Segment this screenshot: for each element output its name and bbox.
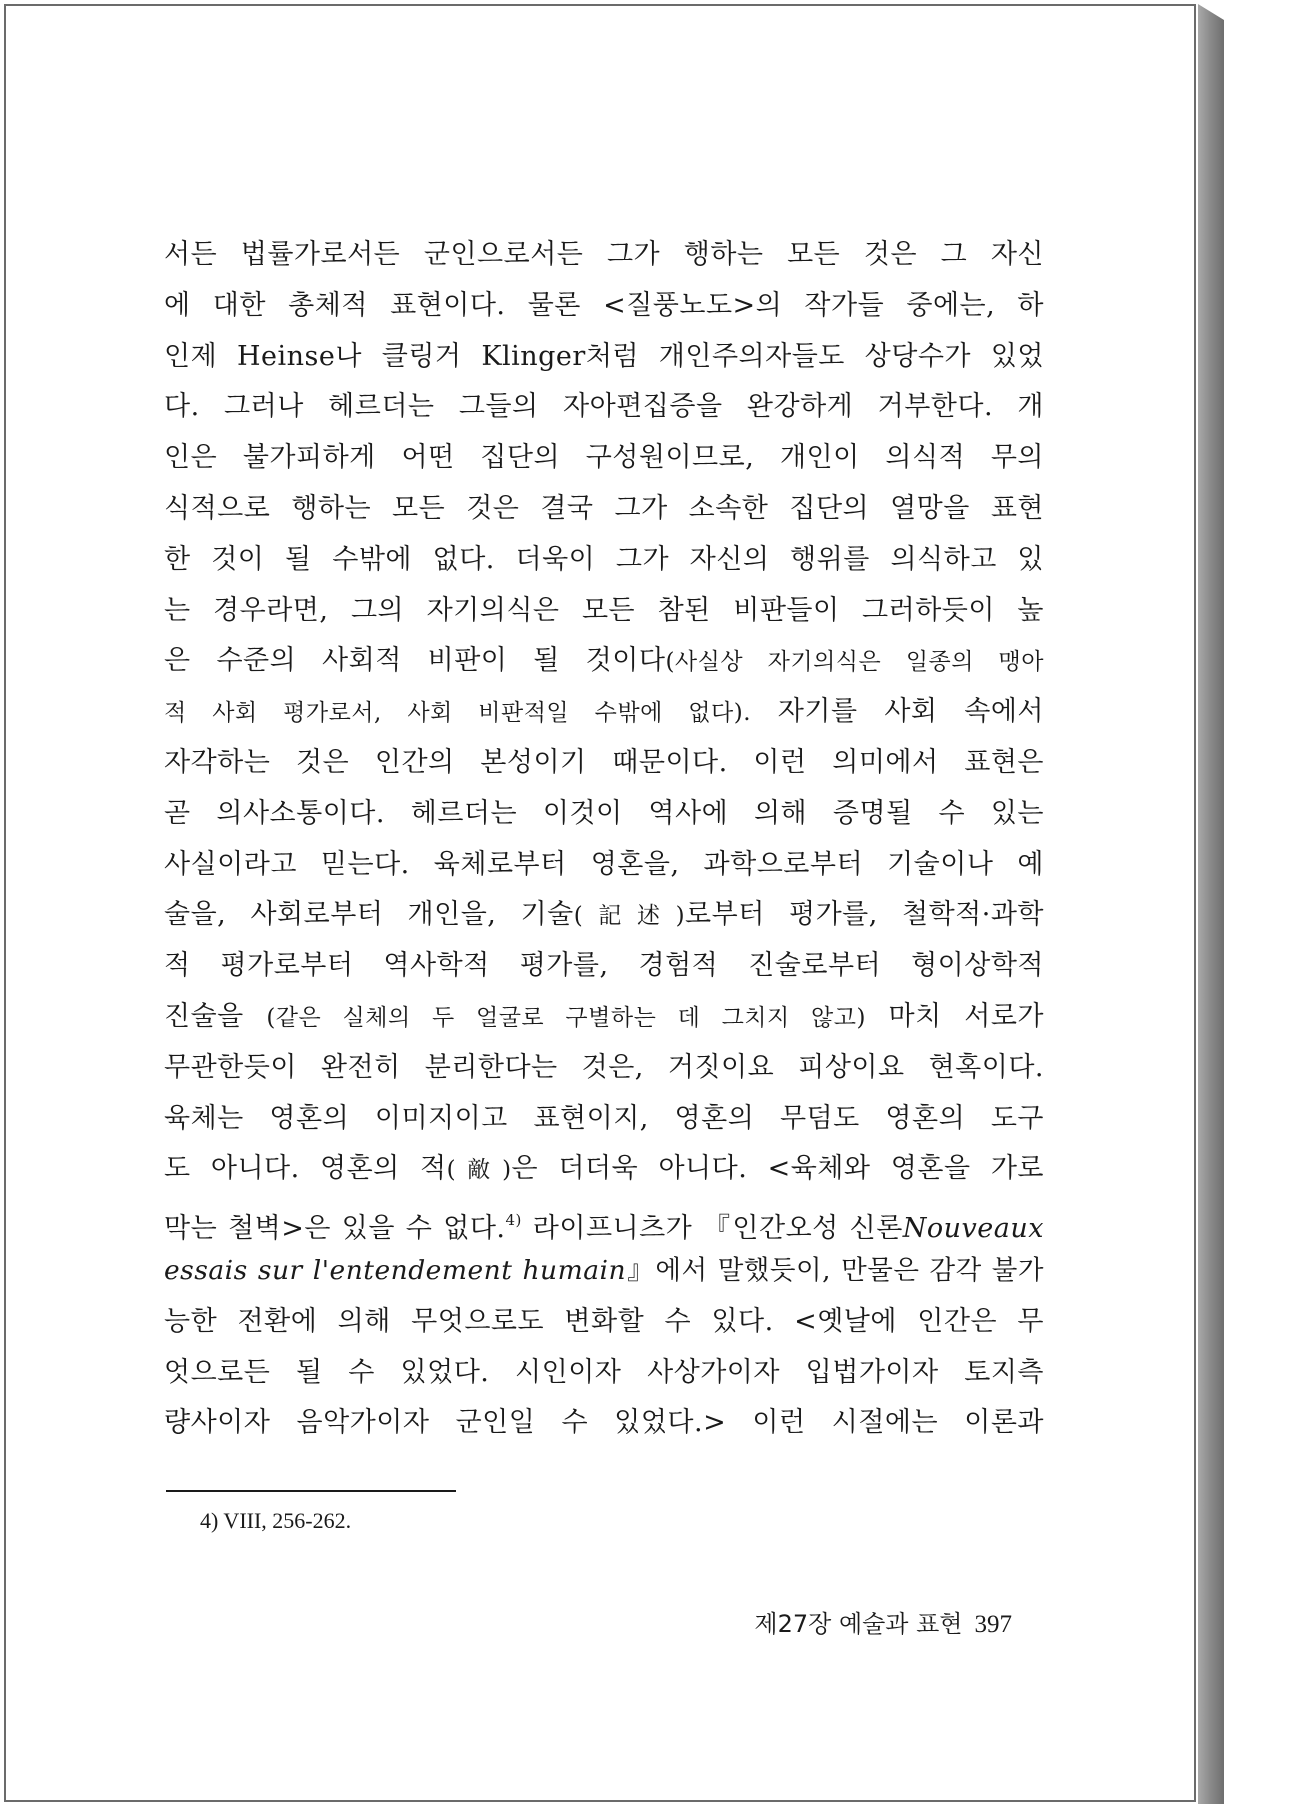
parenthetical-note: (같은 실체의 두 얼굴로 구별하는 데 그치지 않고) [266, 1004, 866, 1031]
text-line [164, 636, 1044, 687]
footnote-marker: 4) [505, 1211, 522, 1230]
body-text [164, 230, 1044, 1449]
text-run: 』에서 말했듯이, 만물은 감각 불가 [626, 1254, 1044, 1286]
text-line: 식적으로 행하는 모든 것은 결국 그가 소속한 집단의 열망을 표현 [164, 492, 1044, 524]
text-line: 엇으로든 될 수 있었다. 시인이자 사상가이자 입법가이자 토지측 [164, 1356, 1044, 1388]
text-line: 서든 법률가로서든 군인으로서든 그가 행하는 모든 것은 그 자신 [164, 239, 1044, 270]
parenthetical-note: (사실상 자기의식은 일종의 맹아 [665, 649, 1044, 676]
text-run: 술을, 사회로부터 개인을, 기술 [164, 899, 574, 931]
text-run: 로부터 평가를, 철학적·과학 [685, 899, 1045, 931]
text-run: 막는 철벽>은 있을 수 없다. [164, 1213, 506, 1245]
text-line: 능한 전환에 의해 무엇으로도 변화할 수 있다. <옛날에 인간은 무 [164, 1305, 1044, 1337]
text-line: 인제 Heinse나 클링거 Klinger처럼 개인주의자들도 상당수가 있었 [164, 340, 1044, 372]
text-line [164, 1246, 1044, 1297]
text-run: 라이프니츠가 『인간오성 신론 [521, 1213, 903, 1245]
text-line: 인은 불가피하게 어떤 집단의 구성원이므로, 개인이 의식적 무의 [164, 442, 1044, 474]
text-line: 육체는 영혼의 이미지이고 표현이지, 영혼의 무덤도 영혼의 도구 [164, 1102, 1044, 1134]
text-line: 사실이라고 믿는다. 육체로부터 영혼을, 과학으로부터 기술이나 예 [164, 848, 1044, 880]
text-line: 무관한듯이 완전히 분리한다는 것은, 거짓이요 피상이요 현혹이다. [164, 1051, 1044, 1083]
chapter-title: 제27장 예술과 표현 [754, 1610, 963, 1638]
text-line [164, 992, 1044, 1043]
text-line: 곧 의사소통이다. 헤르더는 이것이 역사에 의해 증명될 수 있는 [164, 797, 1044, 829]
text-line: 한 것이 될 수밖에 없다. 더욱이 그가 자신의 행위를 의식하고 있 [164, 543, 1044, 575]
text-run: 은 더더욱 아니다. <육체와 영혼을 가로 [511, 1153, 1044, 1185]
book-title: Nouveaux [902, 1213, 1044, 1245]
text-line [164, 890, 1044, 941]
text-run: 진술을 [164, 1000, 267, 1032]
text-line [164, 1144, 1044, 1195]
text-line: 자각하는 것은 인간의 본성이기 때문이다. 이런 의미에서 표현은 [164, 746, 1044, 778]
footnote-rule [166, 1490, 456, 1492]
text-line: 량사이자 음악가이자 군인일 수 있었다.> 이런 시절에는 이론과 [164, 1407, 1044, 1439]
text-line: 는 경우라면, 그의 자기의식은 모든 참된 비판들이 그러하듯이 높 [164, 594, 1044, 626]
book-title: essais sur l'entendement humain [164, 1254, 627, 1286]
footnote: 4) VIII, 256-262. [200, 1508, 352, 1533]
text-line: 에 대한 총체적 표현이다. 물론 <질풍노도>의 작가들 중에는, 하 [164, 289, 1044, 321]
text-line [164, 687, 1044, 738]
text-run: 은 수준의 사회적 비판이 될 것이다 [164, 645, 666, 677]
hanja-gloss: (記述) [573, 903, 686, 930]
parenthetical-note: 적 사회 평가로서, 사회 비판적일 수밖에 없다). [164, 700, 752, 727]
running-footer [726, 1604, 1012, 1639]
text-line: 적 평가로부터 역사학적 평가를, 경험적 진술로부터 형이상학적 [164, 950, 1044, 982]
page-number: 397 [974, 1611, 1012, 1638]
page-edge-shadow [1198, 4, 1224, 1804]
text-run: 자기를 사회 속에서 [751, 696, 1045, 728]
text-line [164, 1195, 1044, 1246]
hanja-gloss: (敵) [446, 1157, 512, 1184]
text-run: 마치 서로가 [865, 1000, 1044, 1032]
text-run: 도 아니다. 영혼의 적 [164, 1153, 447, 1185]
text-line: 다. 그러나 헤르더는 그들의 자아편집증을 완강하게 거부한다. 개 [164, 391, 1044, 423]
